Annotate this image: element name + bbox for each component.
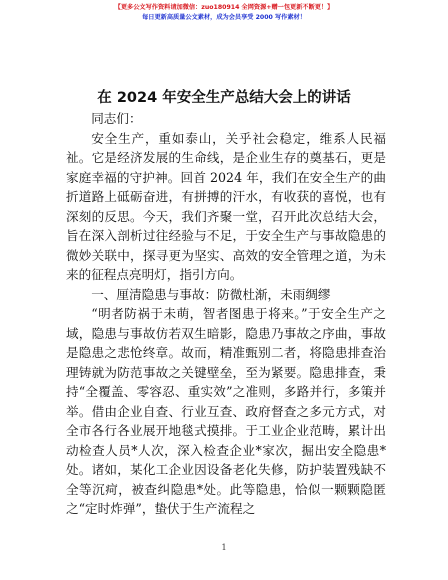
promo-banner-line-1: 【更多公文写作资料请加微信：zuo180914 全网资源+赠一包更新不断更！】 (114, 4, 334, 11)
document-body (66, 109, 386, 519)
section-heading-1: 一、厘清隐患与事故：防微杜渐，未雨绸缪 (91, 286, 331, 302)
document-title: 在 2024 年安全生产总结大会上的讲话 (97, 90, 351, 106)
salutation: 同志们： (91, 111, 142, 126)
paragraph-2: “明者防祸于未萌，智者图患于将来。”于安全生产之域，隐患与事故仿若双生暗影，隐患乃事故之序曲，事故是隐患之悲怆终章。故而，精准甄别二者，将隐患排查治理铸就为防范事故之关键壁垒，至为紧要。隐患排查，秉持“全覆盖、零容忍、重实效”之准则，多路并行，多策并举。借由企业自查、行业互查、政府督查之多元方式，对全市各行各业展开地毯式摸排。于工业企业范畴，累计出动检查人员*人次，深入检查企业*家次，掘出安全隐患*处。诸如，某化工企业因设备老化失修，防护装置残缺不全等沉疴，被查纠隐患*处。此等隐患，恰似一颗颗隐匿之“定时炸弹”，蛰伏于生产流程之 (66, 306, 386, 516)
promo-banner-line-2: 每日更新高质量公文素材，成为会员享受 2000 写作素材！ (142, 14, 306, 21)
page-number: 1 (221, 543, 227, 552)
paragraph-intro: 安全生产，重如泰山，关乎社会稳定，维系人民福祉。它是经济发展的生命线，是企业生存的奠基石，更是家庭幸福的守护神。回首 2024 年，我们在安全生产的曲折道路上砥砺奋进，有拼搏的汗水，有收获的喜悦，也有深刻的反思。今天，我们齐聚一堂，召开此次总结大会，旨在深入剖析过往经验与不足，于安全生产与事故隐患的微妙关联中，探寻更为坚实、高效的安全管理之道，为未来的征程点亮明灯，指引方向。 (66, 130, 386, 282)
